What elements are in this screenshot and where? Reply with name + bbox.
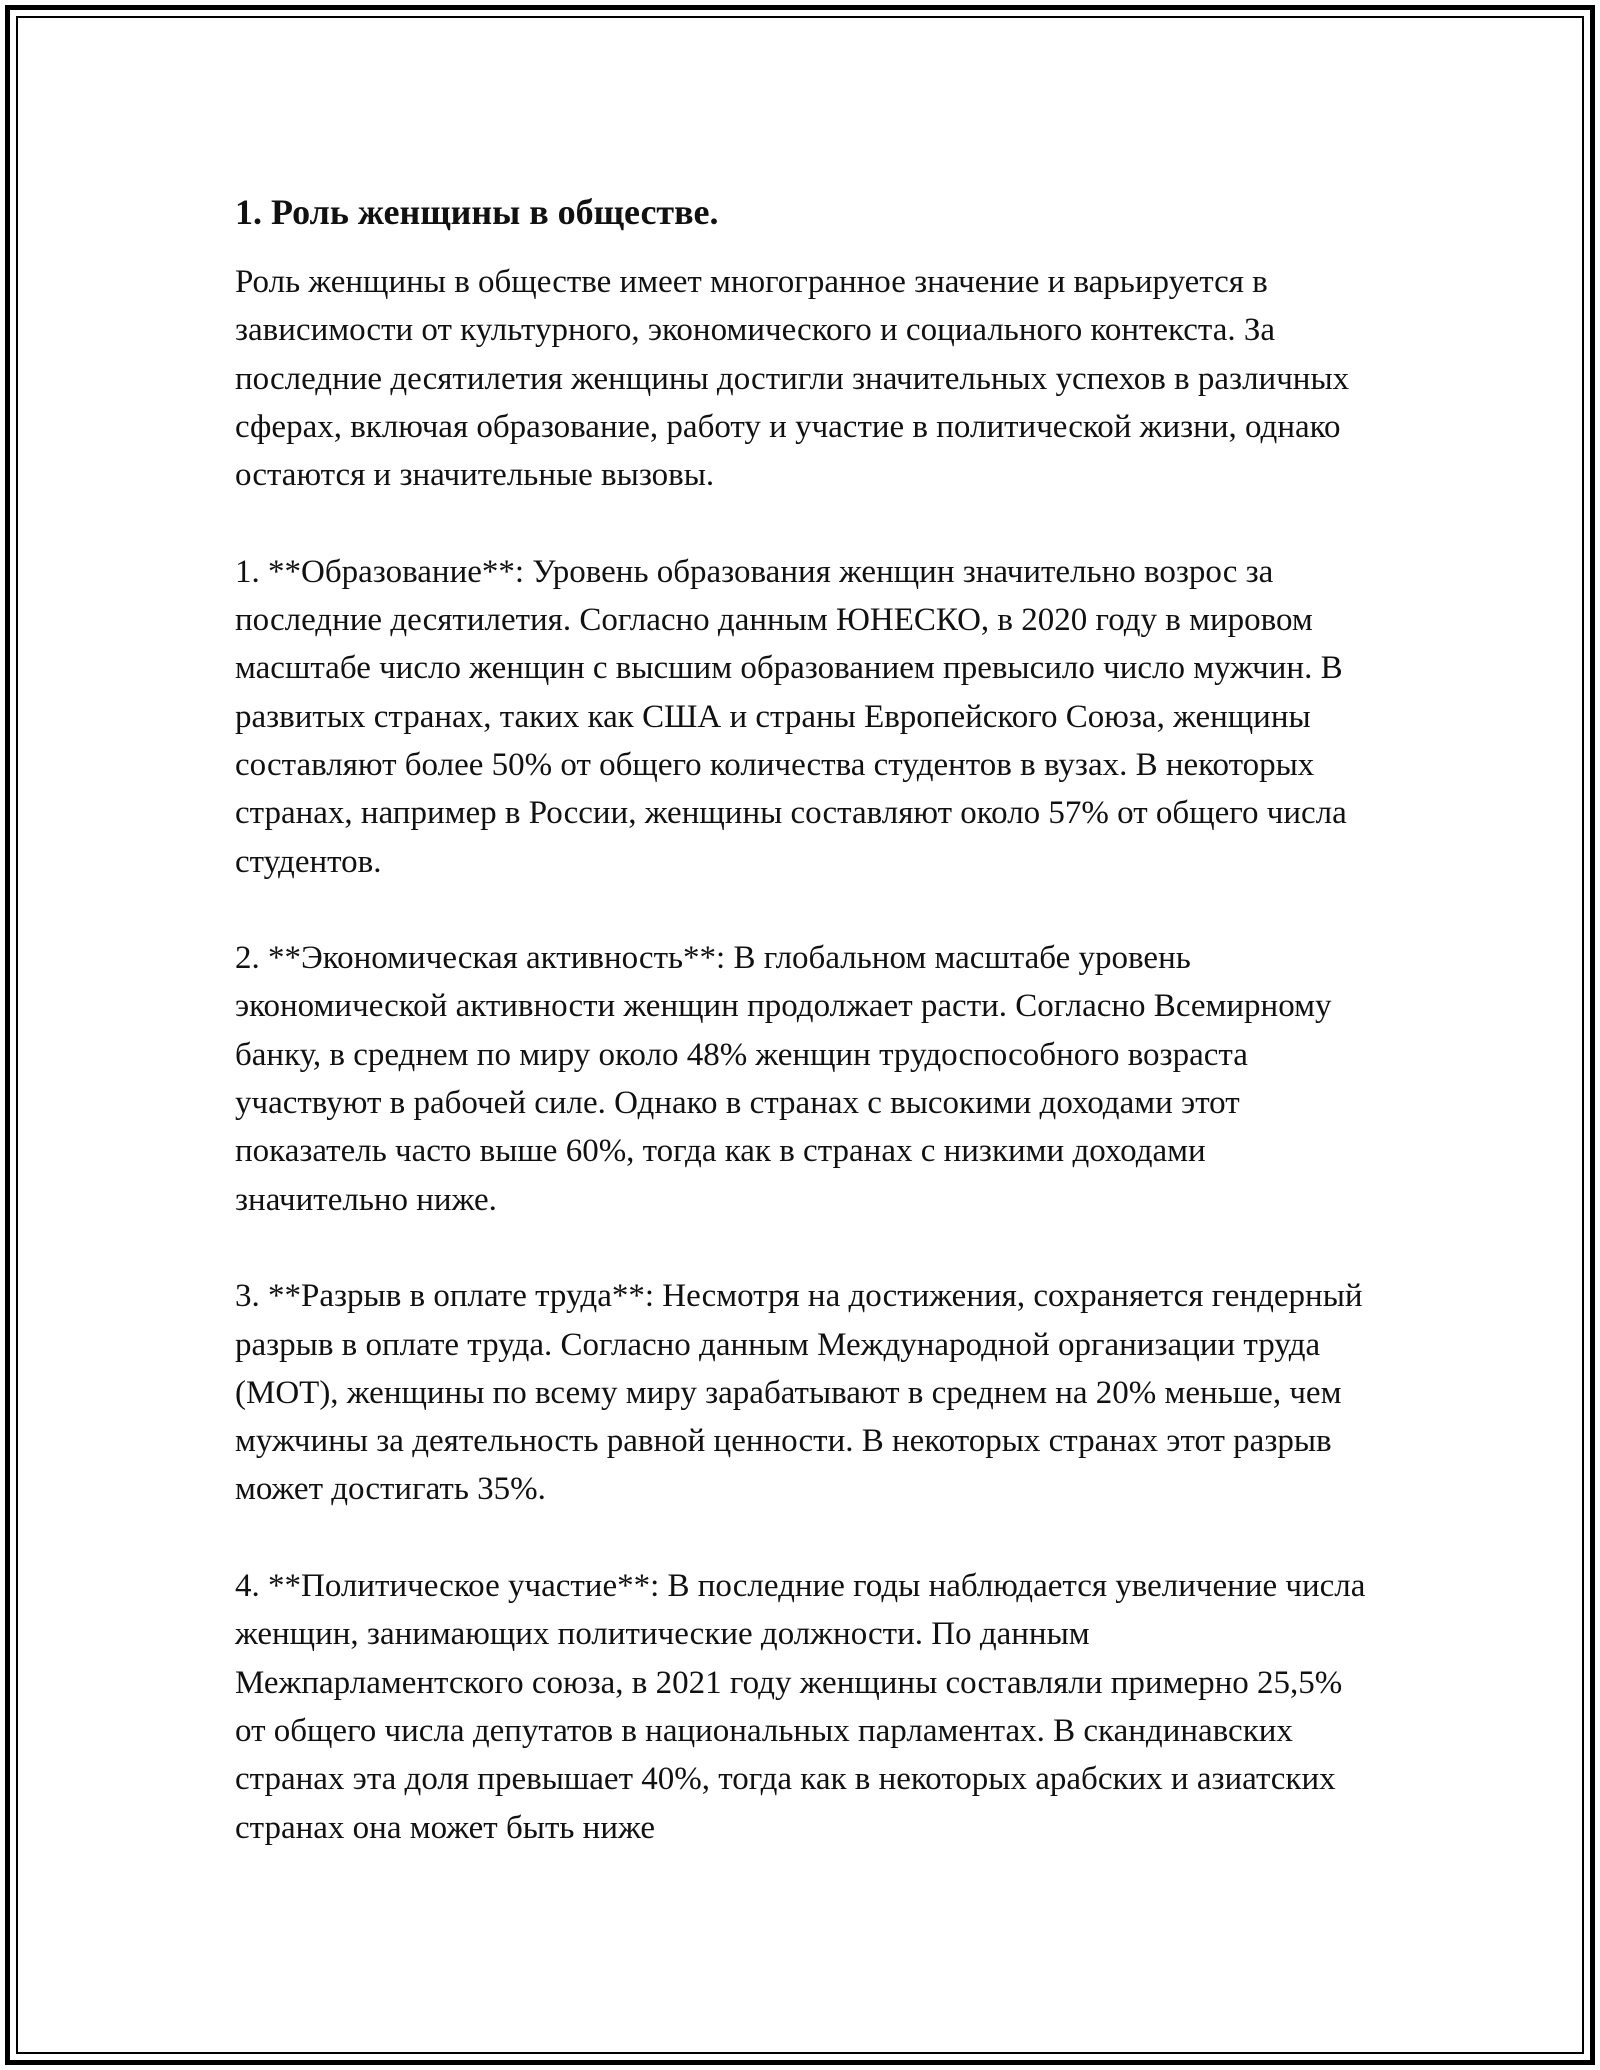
- section-heading: 1. Роль женщины в обществе.: [235, 192, 719, 232]
- document-body: [235, 188, 1375, 1852]
- paragraph-pay-gap: 3. **Разрыв в оплате труда**: Несмотря на достижения, сохраняется гендерный разрыв в оплате труда. Согласно данным Международной организации труда (МОТ), женщины по всему миру зарабатывают в среднем на 20% меньше, чем мужчины за деятельность равной ценности. В некоторых странах этот разрыв может достигать 35%.: [235, 1278, 1363, 1508]
- paragraph-education: 1. **Образование**: Уровень образования женщин значительно возрос за последние десятилетия. Согласно данным ЮНЕСКО, в 2020 году в мировом масштабе число женщин с высшим образованием превысило число мужчин. В развитых странах, таких как США и страны Европейского Союза, женщины составляют более 50% от общего количества студентов в вузах. В некоторых странах, например в России, женщины составляют около 57% от общего числа студентов.: [235, 553, 1347, 880]
- paragraph-economic-activity: 2. **Экономическая активность**: В глобальном масштабе уровень экономической активности женщин продолжает расти. Согласно Всемирному банку, в среднем по миру около 48% женщин трудоспособного возраста участвуют в рабочей силе. Однако в странах с высокими доходами этот показатель часто выше 60%, тогда как в странах с низкими доходами значительно ниже.: [235, 940, 1332, 1218]
- paragraph-political-participation: 4. **Политическое участие**: В последние годы наблюдается увеличение числа женщин, занимающих политические должности. По данным Межпарламентского союза, в 2021 году женщины составляли примерно 25,5% от общего числа депутатов в национальных парламентах. В скандинавских странах эта доля превышает 40%, тогда как в некоторых арабских и азиатских странах она может быть ниже: [235, 1568, 1366, 1846]
- paragraph-intro: Роль женщины в обществе имеет многогранное значение и варьируется в зависимости от культурного, экономического и социального контекста. За последние десятилетия женщины достигли значительных успехов в различных сферах, включая образование, работу и участие в политической жизни, однако остаются и значительные вызовы.: [235, 264, 1350, 494]
